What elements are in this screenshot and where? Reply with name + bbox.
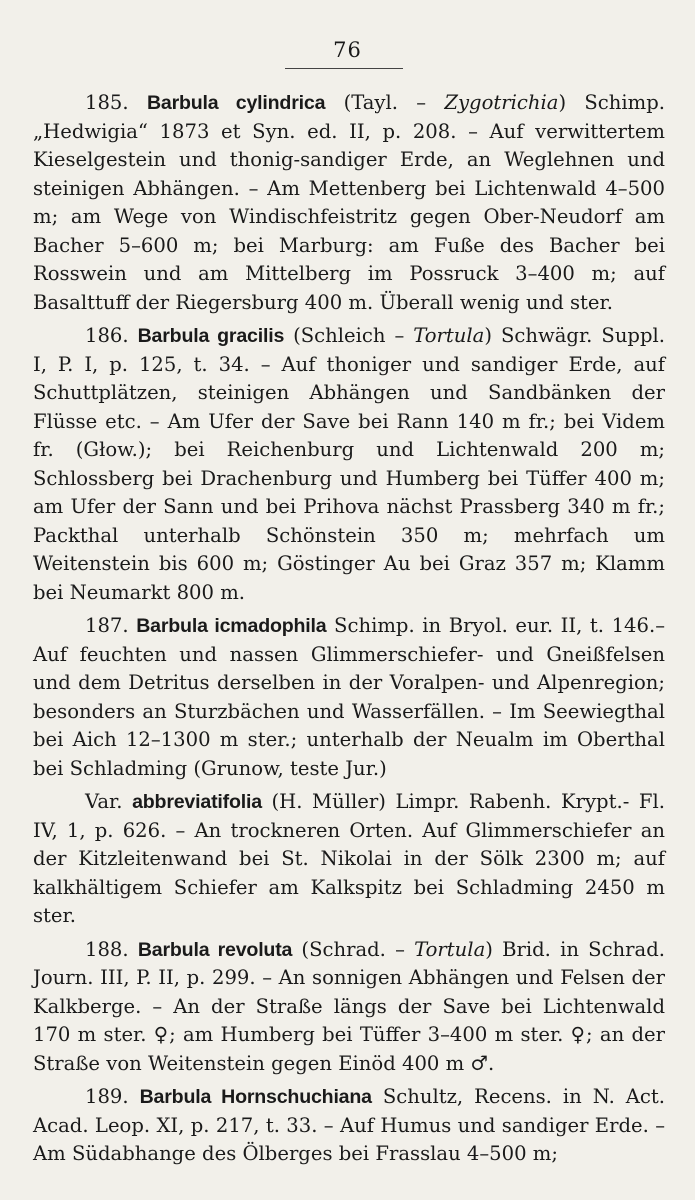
header-rule bbox=[285, 68, 403, 69]
synonym: Zygotrichia bbox=[444, 91, 559, 114]
entry-187-var bbox=[33, 788, 665, 931]
entry-number: 188. bbox=[85, 937, 129, 961]
species-name: Barbula Hornschuchiana bbox=[139, 1086, 372, 1108]
entry-187 bbox=[33, 612, 665, 783]
entry-text: Journ. III, P. II, p. 299. – An sonnigen Abhängen und Felsen der Kalkberge. – An der Straße längs der Save bei Lichtenwald 170 m ster. ♀; am Humberg bei Tüffer 3–400 m ster. ♀; an der Straße von Weitenstein gegen Einöd 400 m ♂. bbox=[33, 966, 665, 1075]
author-text: ) Brid. in Schrad. bbox=[485, 937, 665, 961]
entry-number: Var. bbox=[85, 790, 123, 813]
author-text: (Schrad. – bbox=[292, 937, 415, 961]
variety-name: abbreviatifolia bbox=[132, 791, 262, 813]
entry-text: „Hedwigia“ 1873 et Syn. ed. II, p. 208. – Auf verwittertem Kieselgestein und thonig-sandiger Erde, an Weglehnen und steinigen Abhängen. – Am Mettenberg bei Lichtenwald 4–500 m; am Wege von Windischfeistritz gegen Ober-Neudorf am Bacher 5–600 m; bei Marburg: am Fuße des Bacher bei Rosswein und am Mittelberg im Possruck 3–400 m; auf Basalttuff der Riegersburg 400 m. Überall wenig und ster. bbox=[33, 119, 665, 314]
entry-number: 186. bbox=[85, 324, 129, 347]
author-text: (Schleich – bbox=[284, 324, 414, 347]
author-text: ) Schimp. bbox=[558, 91, 666, 114]
entry-189 bbox=[33, 1083, 665, 1169]
entry-186 bbox=[33, 322, 665, 607]
entry-text: Acad. Leop. XI, p. 217, t. 33. – Auf Humus und sandiger Erde. – Am Südabhange des Ölberges bei Frasslau 4–500 m; bbox=[33, 1113, 665, 1165]
species-name: Barbula icmadophila bbox=[136, 615, 327, 637]
author-text: Schimp. in Bryol. eur. II, t. 146.– bbox=[326, 614, 665, 637]
page-body bbox=[33, 89, 665, 1174]
entry-text: Suppl. I, P. I, p. 125, t. 34. – Auf thoniger und sandiger Erde, auf Schuttplätzen, steinigen Abhängen und Sandbänken der Flüsse etc. – Am Ufer der Save bei Rann 140 m fr.; bei Videm fr. (Głow.); bei Reichenburg und Lichtenwald 200 m; Schlossberg bei Drachenburg und Humberg bei Tüffer 400 m; am Ufer der Sann und bei Prihova nächst Prassberg 340 m fr.; Packthal unterhalb Schönstein 350 m; mehrfach um Weitenstein bis 600 m; Göstinger Au bei Graz 357 m; Klamm bei Neumarkt 800 m. bbox=[33, 324, 666, 604]
species-name: Barbula gracilis bbox=[137, 325, 285, 347]
author-text: (Tayl. – bbox=[325, 91, 445, 114]
synonym: Tortula bbox=[414, 937, 486, 961]
author-text: ) Schwägr. bbox=[484, 324, 593, 347]
entry-number: 187. bbox=[85, 614, 129, 637]
author-text: (H. Müller) Limpr. Rabenh. Krypt.- bbox=[261, 790, 630, 813]
entry-text: Auf feuchten und nassen Glimmerschiefer- und Gneißfelsen und dem Detritus derselben in der Voralpen- und Alpenregion; besonders an Sturzbächen und Wasserfällen. – Im Seewiegthal bei Aich 12–1300 m ster.; unterhalb der Neualm im Oberthal bei Schladming (Grunow, teste Jur.) bbox=[33, 642, 665, 780]
entry-number: 185. bbox=[85, 91, 129, 114]
page-number: 76 bbox=[333, 38, 362, 62]
entry-text: Fl. IV, 1, p. 626. – An trockneren Orten. Auf Glimmerschiefer an der Kitzleitenwand bei St. Nikolai in der Sölk 2300 m; auf kalkhältigem Schiefer am Kalkspitz bei Schladming 2450 m ster. bbox=[33, 790, 665, 927]
synonym: Tortula bbox=[413, 324, 485, 347]
species-name: Barbula cylindrica bbox=[146, 92, 326, 114]
species-name: Barbula revoluta bbox=[137, 938, 293, 961]
author-text: Schultz, Recens. in N. Act. bbox=[371, 1085, 666, 1108]
entry-188 bbox=[33, 936, 665, 1079]
entry-number: 189. bbox=[85, 1085, 129, 1108]
entry-185 bbox=[33, 89, 665, 317]
